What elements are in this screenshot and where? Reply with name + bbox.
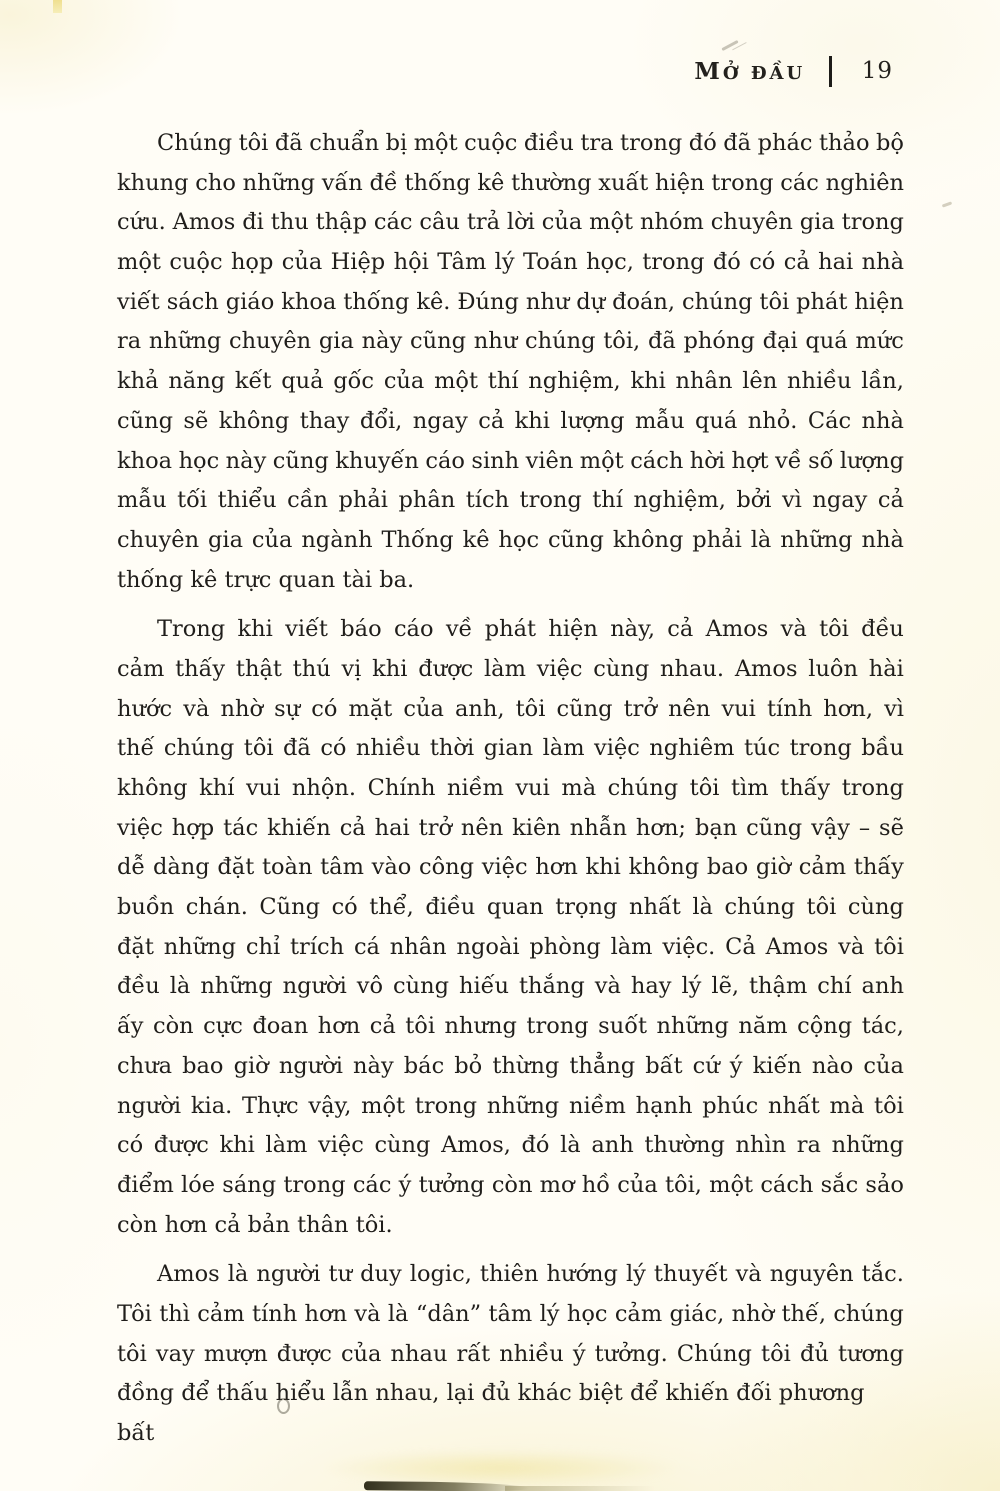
text-line: không khí vui nhộn. Chính niềm vui mà chúng tôi tìm thấy trong — [117, 775, 904, 801]
text-line: một cuộc họp của Hiệp hội Tâm lý Toán học, trong đó có cả hai nhà — [117, 249, 904, 276]
text-line: tôi vay mượn được của nhau rất nhiều ý tưởng. Chúng tôi đủ tương — [117, 1340, 904, 1367]
scan-dark-edge-bottom — [364, 1481, 529, 1491]
scan-yellow-tick — [53, 0, 62, 13]
page-number: 19 — [861, 58, 893, 84]
text-line: cảm thấy thật thú vị khi được làm việc cùng nhau. Amos luôn hài — [117, 655, 904, 682]
scan-dark-edge-fade — [505, 1486, 655, 1491]
header-separator — [829, 56, 832, 87]
body-text-column — [117, 124, 904, 1447]
text-line: cũng sẽ không thay đổi, ngay cả khi lượng mẫu quá nhỏ. Các nhà — [117, 407, 904, 434]
text-line: buồn chán. Cũng có thể, điều quan trọng nhất là chúng tôi cùng — [117, 894, 904, 921]
text-line: khoa học này cũng khuyến cáo sinh viên một cách hời hợt về số lượng — [117, 447, 904, 474]
text-line: còn hơn cả bản thân tôi. — [117, 1211, 393, 1238]
text-line: việc hợp tác khiến cả hai trở nên kiên nhẫn hơn; bạn cũng vậy – sẽ — [117, 814, 904, 841]
text-line: Tôi thì cảm tính hơn và là “dân” tâm lý học cảm giác, nhờ thế, chúng — [117, 1300, 904, 1327]
text-line: có được khi làm việc cùng Amos, đó là anh thường nhìn ra những — [117, 1132, 904, 1159]
text-line: Trong khi viết báo cáo về phát hiện này, cả Amos và tôi đều — [157, 616, 904, 643]
text-line: đặt những chỉ trích cá nhân ngoài phòng làm việc. Cả Amos và tôi — [117, 933, 904, 960]
text-line: hước và nhờ sự có mặt của anh, tôi cũng trở nên vui tính hơn, vì — [117, 695, 904, 722]
scan-smudge-near-header — [721, 40, 738, 51]
text-line: ra những chuyên gia này cũng như chúng tôi, đã phóng đại quá mức — [117, 328, 904, 355]
scan-bottom-yellow-stain — [320, 1450, 680, 1486]
text-line: Amos là người tư duy logic, thiên hướng lý thuyết và nguyên tắc. — [157, 1261, 904, 1288]
paragraph — [117, 124, 904, 600]
text-line: đồng để thấu hiểu lẫn nhau, lại đủ khác biệt để khiến đối phương bất — [117, 1380, 865, 1447]
text-line: Chúng tôi đã chuẩn bị một cuộc điều tra trong đó đã phác thảo bộ — [157, 130, 904, 156]
scan-mark-right-margin — [942, 201, 952, 207]
text-line: ấy còn cực đoan hơn cả tôi nhưng trong suốt những năm cộng tác, — [117, 1013, 904, 1040]
paragraph — [117, 610, 904, 1245]
section-title: MỞ ĐẦU — [694, 57, 806, 85]
text-line: cứu. Amos đi thu thập các câu trả lời của một nhóm chuyên gia trong — [117, 209, 904, 236]
text-line: đều là những người vô cùng hiếu thắng và hay lý lẽ, thậm chí anh — [117, 973, 904, 1000]
text-line: chuyên gia của ngành Thống kê học cũng không phải là những nhà — [117, 526, 904, 553]
text-line: mẫu tối thiểu cần phải phân tích trong thí nghiệm, bởi vì ngay cả — [117, 487, 904, 514]
running-head — [694, 52, 893, 90]
text-line: khả năng kết quả gốc của một thí nghiệm, khi nhân lên nhiều lần, — [117, 368, 904, 395]
text-line: thế chúng tôi đã có nhiều thời gian làm việc nghiêm túc trong bầu — [117, 735, 904, 762]
text-line: thống kê trực quan tài ba. — [117, 566, 415, 593]
text-line: chưa bao giờ người này bác bỏ thừng thẳng bất cứ ý kiến nào của — [117, 1052, 904, 1079]
text-line: viết sách giáo khoa thống kê. Đúng như dự đoán, chúng tôi phát hiện — [117, 288, 904, 315]
paragraph — [117, 1255, 904, 1447]
text-line: điểm lóe sáng trong các ý tưởng còn mơ hồ của tôi, một cách sắc sảo — [117, 1171, 904, 1198]
text-line: người kia. Thực vậy, một trong những niềm hạnh phúc nhất mà tôi — [117, 1092, 904, 1119]
text-line: dễ dàng đặt toàn tâm vào công việc hơn khi không bao giờ cảm thấy — [117, 854, 904, 881]
text-line: khung cho những vấn đề thống kê thường xuất hiện trong các nghiên — [117, 169, 904, 196]
